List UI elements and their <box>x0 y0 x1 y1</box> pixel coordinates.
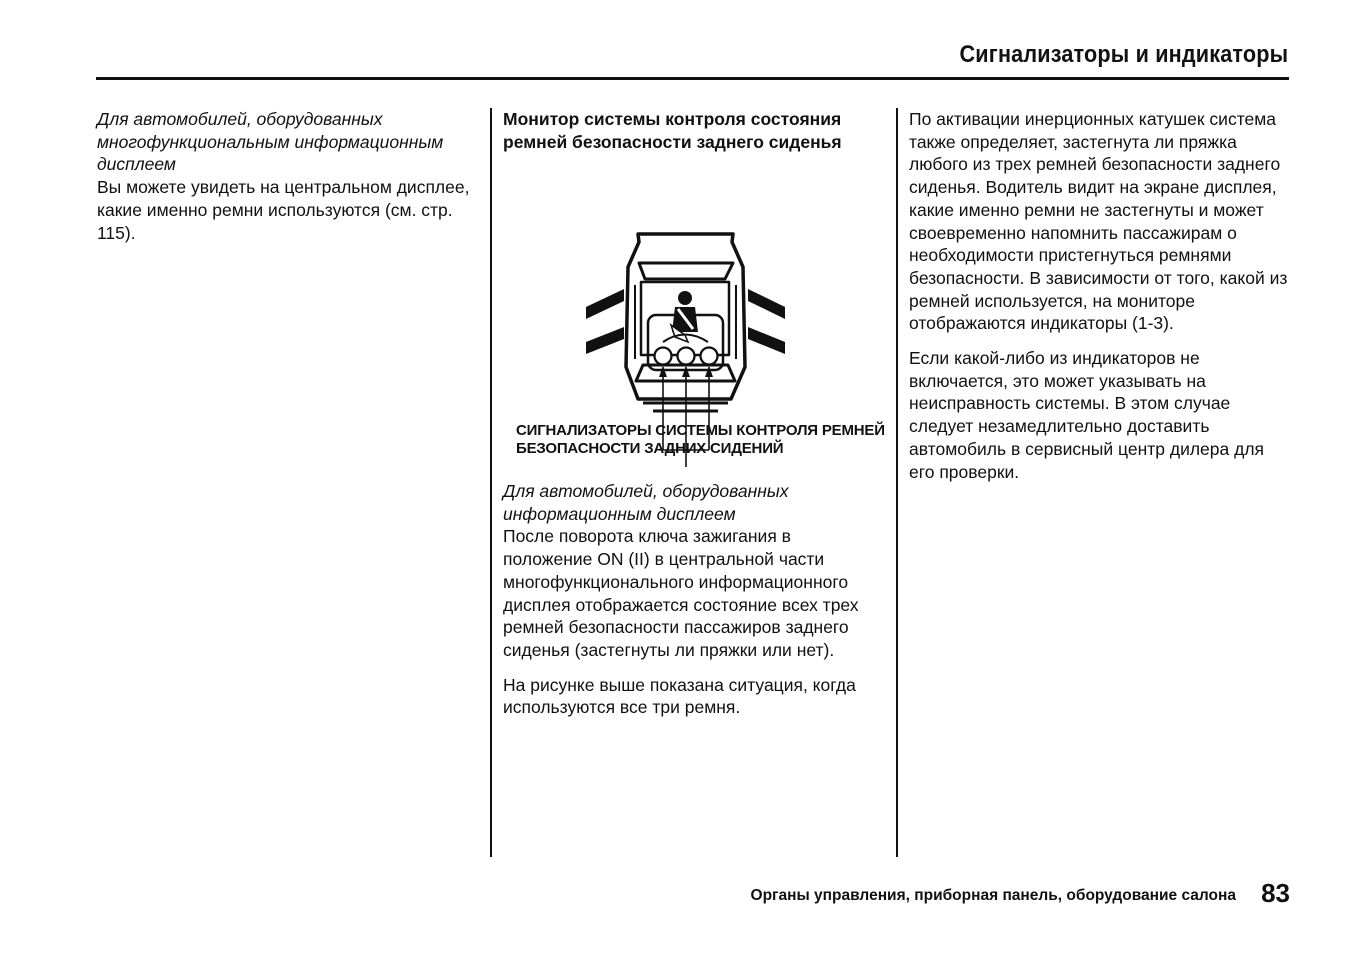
column-left <box>97 108 477 256</box>
paragraph: Если какой-либо из индикаторов не включается, это может указывать на неисправность системы. В этом случае следует незамедлительно доставить автомобиль в сервисный центр дилера для его проверки. <box>909 348 1265 482</box>
italic-line: Для автомобилей, оборудованных <box>97 109 383 129</box>
column-middle <box>503 108 885 868</box>
heading-line: Монитор системы контроля состояния <box>503 109 842 129</box>
stripe <box>586 289 624 319</box>
paragraph: На рисунке выше показана ситуация, когда используются все три ремня. <box>503 674 856 718</box>
arrow-heads <box>659 366 713 377</box>
page-number: 83 <box>1261 878 1290 908</box>
indicator-center <box>678 348 695 365</box>
column-divider <box>896 108 898 857</box>
middle-column-body <box>503 480 878 731</box>
stripe <box>748 327 785 354</box>
footer-section-title: Органы управления, приборная панель, оборудование салона <box>750 887 1236 904</box>
body-text: После поворота ключа зажигания в положение ON (II) в центральной части многофункционального информационного дисплея отображается состояние всех трех ремней безопасности пассажиров заднего сиденья (застегнуты ли пряжки или нет). <box>503 526 859 660</box>
stripe <box>586 327 624 354</box>
paragraph <box>503 480 878 662</box>
caption-line: БЕЗОПАСНОСТИ ЗАДНИХ СИДЕНИЙ <box>516 440 784 457</box>
column-divider <box>490 108 492 857</box>
paragraph: По активации инерционных катушек система также определяет, застегнута ли пряжка любого из трех ремней безопасности заднего сиденья. Водитель видит на экране дисплея, какие именно ремни не застегнуты и может своевременно напомнить пассажирам о необходимости пристегнуться ремнями безопасности. В зависимости от того, какой из ремней используется, на мониторе отображаются индикаторы (1-3). <box>909 109 1288 334</box>
indicator-left <box>655 348 672 365</box>
vehicle-condition-note <box>97 108 477 244</box>
italic-line: информационным дисплеем <box>503 503 736 524</box>
italic-line: дисплеем <box>97 154 176 175</box>
italic-line: многофункциональным информационным <box>97 131 444 152</box>
italic-line: Для автомобилей, оборудованных <box>503 481 789 501</box>
caption-line: СИГНАЛИЗАТОРЫ СИСТЕМЫ КОНТРОЛЯ РЕМНЕЙ <box>516 422 885 439</box>
motion-stripes-right <box>748 289 785 354</box>
indicator-right <box>701 348 718 365</box>
page-header-title: Сигнализаторы и индикаторы <box>959 41 1288 68</box>
heading-line: ремней безопасности заднего сиденья <box>503 131 842 152</box>
body-text: Вы можете увидеть на центральном дисплее, какие именно ремни используются (см. стр. 115). <box>97 177 470 243</box>
figure-caption <box>516 422 886 458</box>
header-rule <box>96 77 1289 80</box>
section-heading <box>503 108 878 153</box>
column-right <box>909 108 1294 495</box>
stripe <box>748 289 785 319</box>
windshield <box>639 263 733 279</box>
motion-stripes-left <box>586 289 624 354</box>
